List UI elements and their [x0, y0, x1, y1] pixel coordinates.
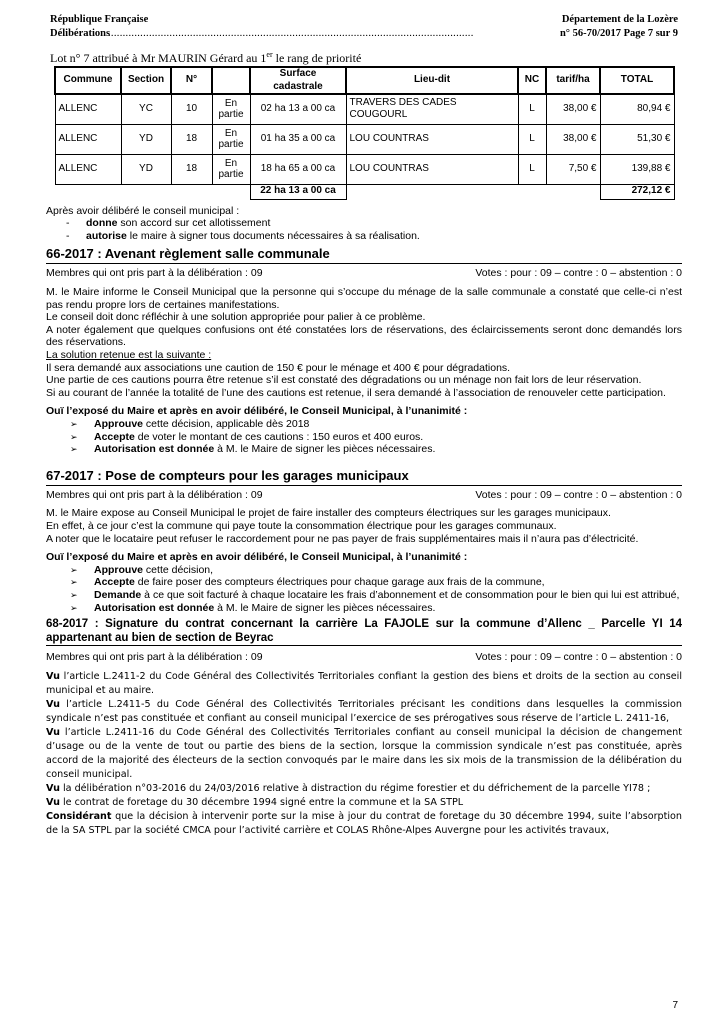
- cell-lieu-dit: TRAVERS DES CADES COUGOURL: [346, 94, 518, 124]
- deliberation-number: n° 56-70/2017: [559, 28, 622, 39]
- cell-section: YD: [121, 154, 171, 184]
- section-66-body: [46, 286, 682, 456]
- cell-nc: L: [518, 154, 546, 184]
- col-commune: Commune: [55, 67, 121, 94]
- paragraph: M. le Maire expose au Conseil Municipal le projet de faire installer des compteurs électriques sur les garages municipaux.: [46, 507, 611, 520]
- cell-lieu-dit: LOU COUNTRAS: [346, 154, 518, 184]
- cell-total: 80,94 €: [600, 94, 674, 124]
- table-row: [55, 124, 674, 154]
- votes-label: Votes : pour : 09 – contre : 0 – abstention : 0: [475, 267, 682, 280]
- paragraph: M. le Maire informe le Conseil Municipal que la personne qui s’occupe du ménage de la salle communale a constaté que celle-ci n’est pas rendu propre lors de certaines manifestations.: [46, 286, 682, 311]
- lot-title-suffix: le rang de priorité: [272, 51, 362, 65]
- page: [46, 10, 682, 838]
- col-total: TOTAL: [600, 67, 674, 94]
- cell-commune: ALLENC: [55, 124, 121, 154]
- section-68-body: [46, 670, 682, 838]
- list-item: Considérant que la décision à intervenir porte sur la mise à jour du contrat de foretage du 30 décembre 1994, suite l’absorption de la SA STPL par la société CMCA pour l’activité carrière et COLAS Rhône-Alpes Auvergne pour les activités travaux,: [46, 810, 682, 836]
- cell-total: 139,88 €: [600, 154, 674, 184]
- paragraph: A noter également que quelques confusions ont été constatées lors de réservations, des éclaircissements seront donc demandés lors des réservations.: [46, 323, 682, 349]
- cell-partie: En partie: [212, 94, 250, 124]
- list-item: Vu l’article L.2411-2 du Code Général des Collectivités Territoriales confiant la gestion des biens et droits de la section au conseil municipal et au maire.: [46, 670, 682, 696]
- col-section: Section: [121, 67, 171, 94]
- list-item: ➢ Accepte de faire poser des compteurs électriques pour chaque garage aux frais de la commune,: [46, 576, 682, 589]
- cell-partie: En partie: [212, 124, 250, 154]
- table-row: [55, 154, 674, 184]
- members-label: Membres qui ont pris part à la délibération : 09: [46, 267, 263, 280]
- paragraph: A noter que le locataire peut refuser le raccordement pour ne pas payer de frais supplémentaires mais il n’aura pas d’électricité.: [46, 532, 639, 545]
- table-total-row: [55, 184, 674, 199]
- list-item: ➢ Approuve cette décision,: [46, 564, 682, 577]
- header-dots: .............................................................................................................................: [108, 28, 474, 39]
- section-67-title: 67-2017 : Pose de compteurs pour les garages municipaux: [46, 468, 682, 486]
- votes-label: Votes : pour : 09 – contre : 0 – abstention : 0: [475, 488, 682, 501]
- list-item: Vu la délibération n°03-2016 du 24/03/2016 relative à distraction du régime forestier et du défrichement de la parcelle YI78 ;: [46, 782, 651, 794]
- section-66-vote: [46, 267, 682, 280]
- lot-title: [50, 52, 682, 65]
- section-68-vote: [46, 651, 682, 664]
- list-item: - autorise le maire à signer tous documents nécessaires à sa réalisation.: [46, 230, 682, 243]
- list-item: - donne son accord sur cet allotissement: [46, 217, 682, 230]
- document-reference: [560, 28, 678, 40]
- lot-title-sup: er: [266, 50, 273, 59]
- col-partie: [212, 67, 250, 94]
- cell-total: 51,30 €: [600, 124, 674, 154]
- total-surface: 22 ha 13 a 00 ca: [250, 184, 346, 199]
- lot-table: [54, 66, 675, 200]
- col-tarif: tarif/ha: [546, 67, 600, 94]
- table-header-row: [55, 67, 674, 94]
- paragraph: Il sera demandé aux associations une caution de 150 € pour le ménage et 400 € pour dégradations.: [46, 361, 511, 374]
- cell-numero: 18: [171, 154, 212, 184]
- cell-lieu-dit: LOU COUNTRAS: [346, 124, 518, 154]
- cell-surface: 02 ha 13 a 00 ca: [250, 94, 346, 124]
- page-header: [46, 10, 682, 46]
- decision-statement: Ouï l’exposé du Maire et après en avoir délibéré, le Conseil Municipal, à l’unanimité :: [46, 405, 468, 418]
- section-68-title: 68-2017 : Signature du contrat concernant la carrière La FAJOLE sur la commune d’Allenc _ Parcelle YI 14 appartenant au bien de section de Beyrac: [46, 618, 682, 646]
- cell-nc: L: [518, 94, 546, 124]
- department-label: Département de la Lozère: [561, 14, 678, 25]
- country-label: République Française: [50, 14, 149, 25]
- cell-tarif: 38,00 €: [546, 124, 600, 154]
- paragraph: Une partie de ces cautions pourra être retenue s’il est constaté des dégradations ou un ménage non fait lors de leur réservation.: [46, 374, 642, 387]
- list-item: ➢ Autorisation est donnée à M. le Maire de signer les pièces nécessaires.: [46, 443, 682, 456]
- list-item: ➢ Approuve cette décision, applicable dès 2018: [46, 418, 682, 431]
- cell-partie: En partie: [212, 154, 250, 184]
- members-label: Membres qui ont pris part à la délibération : 09: [46, 651, 263, 664]
- list-item: ➢ Demande à ce que soit facturé à chaque locataire les frais d’abonnement et de consommation pour le bien qui lui est attribué,: [46, 589, 682, 602]
- table-row: [55, 94, 674, 124]
- cell-surface: 01 ha 35 a 00 ca: [250, 124, 346, 154]
- section-66-title: 66-2017 : Avenant règlement salle communale: [46, 246, 682, 264]
- lot-title-prefix: Lot n° 7 attribué à Mr MAURIN Gérard au 1: [50, 51, 267, 65]
- cell-numero: 18: [171, 124, 212, 154]
- list-item: Vu l’article L.2411-16 du Code Général des Collectivités Territoriales confiant au conseil municipal la décision de changement d’usage ou de la vente de tout ou partie des biens de la section, lorsque la commission syndicale n’est pas constituée, après accord de la majorité des électeurs de la section convoqués par le maire dans les six mois de la transmission de la délibération du conseil municipal.: [46, 726, 682, 780]
- paragraph: Si au courant de l’année la totalité de l’une des cautions est retenue, il sera demandé à l’association de renouveler cette participation.: [46, 386, 666, 399]
- after-lot-intro: Après avoir délibéré le conseil municipal :: [46, 204, 240, 217]
- page-indicator: Page 7 sur 9: [623, 28, 678, 39]
- cell-numero: 10: [171, 94, 212, 124]
- cell-surface: 18 ha 65 a 00 ca: [250, 154, 346, 184]
- page-number: 7: [672, 1000, 678, 1011]
- cell-commune: ALLENC: [55, 154, 121, 184]
- cell-tarif: 38,00 €: [546, 94, 600, 124]
- total-amount: 272,12 €: [600, 184, 674, 199]
- members-label: Membres qui ont pris part à la délibération : 09: [46, 488, 263, 501]
- section-67-body: [46, 507, 682, 614]
- col-surface: Surface cadastrale: [250, 67, 346, 94]
- col-lieu-dit: Lieu-dit: [346, 67, 518, 94]
- paragraph: En effet, à ce jour c’est la commune qui paye toute la consommation électrique pour les garages communaux.: [46, 519, 557, 532]
- list-item: ➢ Autorisation est donnée à M. le Maire de signer les pièces nécessaires.: [46, 602, 682, 615]
- document-title: Délibérations: [50, 28, 111, 39]
- solution-heading: La solution retenue est la suivante :: [46, 349, 212, 362]
- decision-statement: Ouï l’exposé du Maire et après en avoir délibéré, le Conseil Municipal, à l’unanimité :: [46, 551, 468, 564]
- list-item: ➢ Accepte de voter le montant de ces cautions : 150 euros et 400 euros.: [46, 431, 682, 444]
- list-item: Vu l’article L.2411-5 du Code Général des Collectivités Territoriales précisant les conditions dans lesquelles la commission syndicale n’est pas constituée et confiant au conseil municipal l’exercice de ses prérogatives sous réserve de l’article L. 2411-16,: [46, 698, 682, 724]
- cell-nc: L: [518, 124, 546, 154]
- col-nc: NC: [518, 67, 546, 94]
- cell-section: YC: [121, 94, 171, 124]
- section-67-vote: [46, 489, 682, 502]
- list-item: Vu le contrat de foretage du 30 décembre 1994 signé entre la commune et la SA STPL: [46, 796, 464, 808]
- after-lot-block: [46, 205, 682, 243]
- votes-label: Votes : pour : 09 – contre : 0 – abstention : 0: [475, 651, 682, 664]
- cell-commune: ALLENC: [55, 94, 121, 124]
- cell-tarif: 7,50 €: [546, 154, 600, 184]
- cell-section: YD: [121, 124, 171, 154]
- paragraph: Le conseil doit donc réfléchir à une solution appropriée pour palier à ce problème.: [46, 311, 426, 324]
- col-numero: N°: [171, 67, 212, 94]
